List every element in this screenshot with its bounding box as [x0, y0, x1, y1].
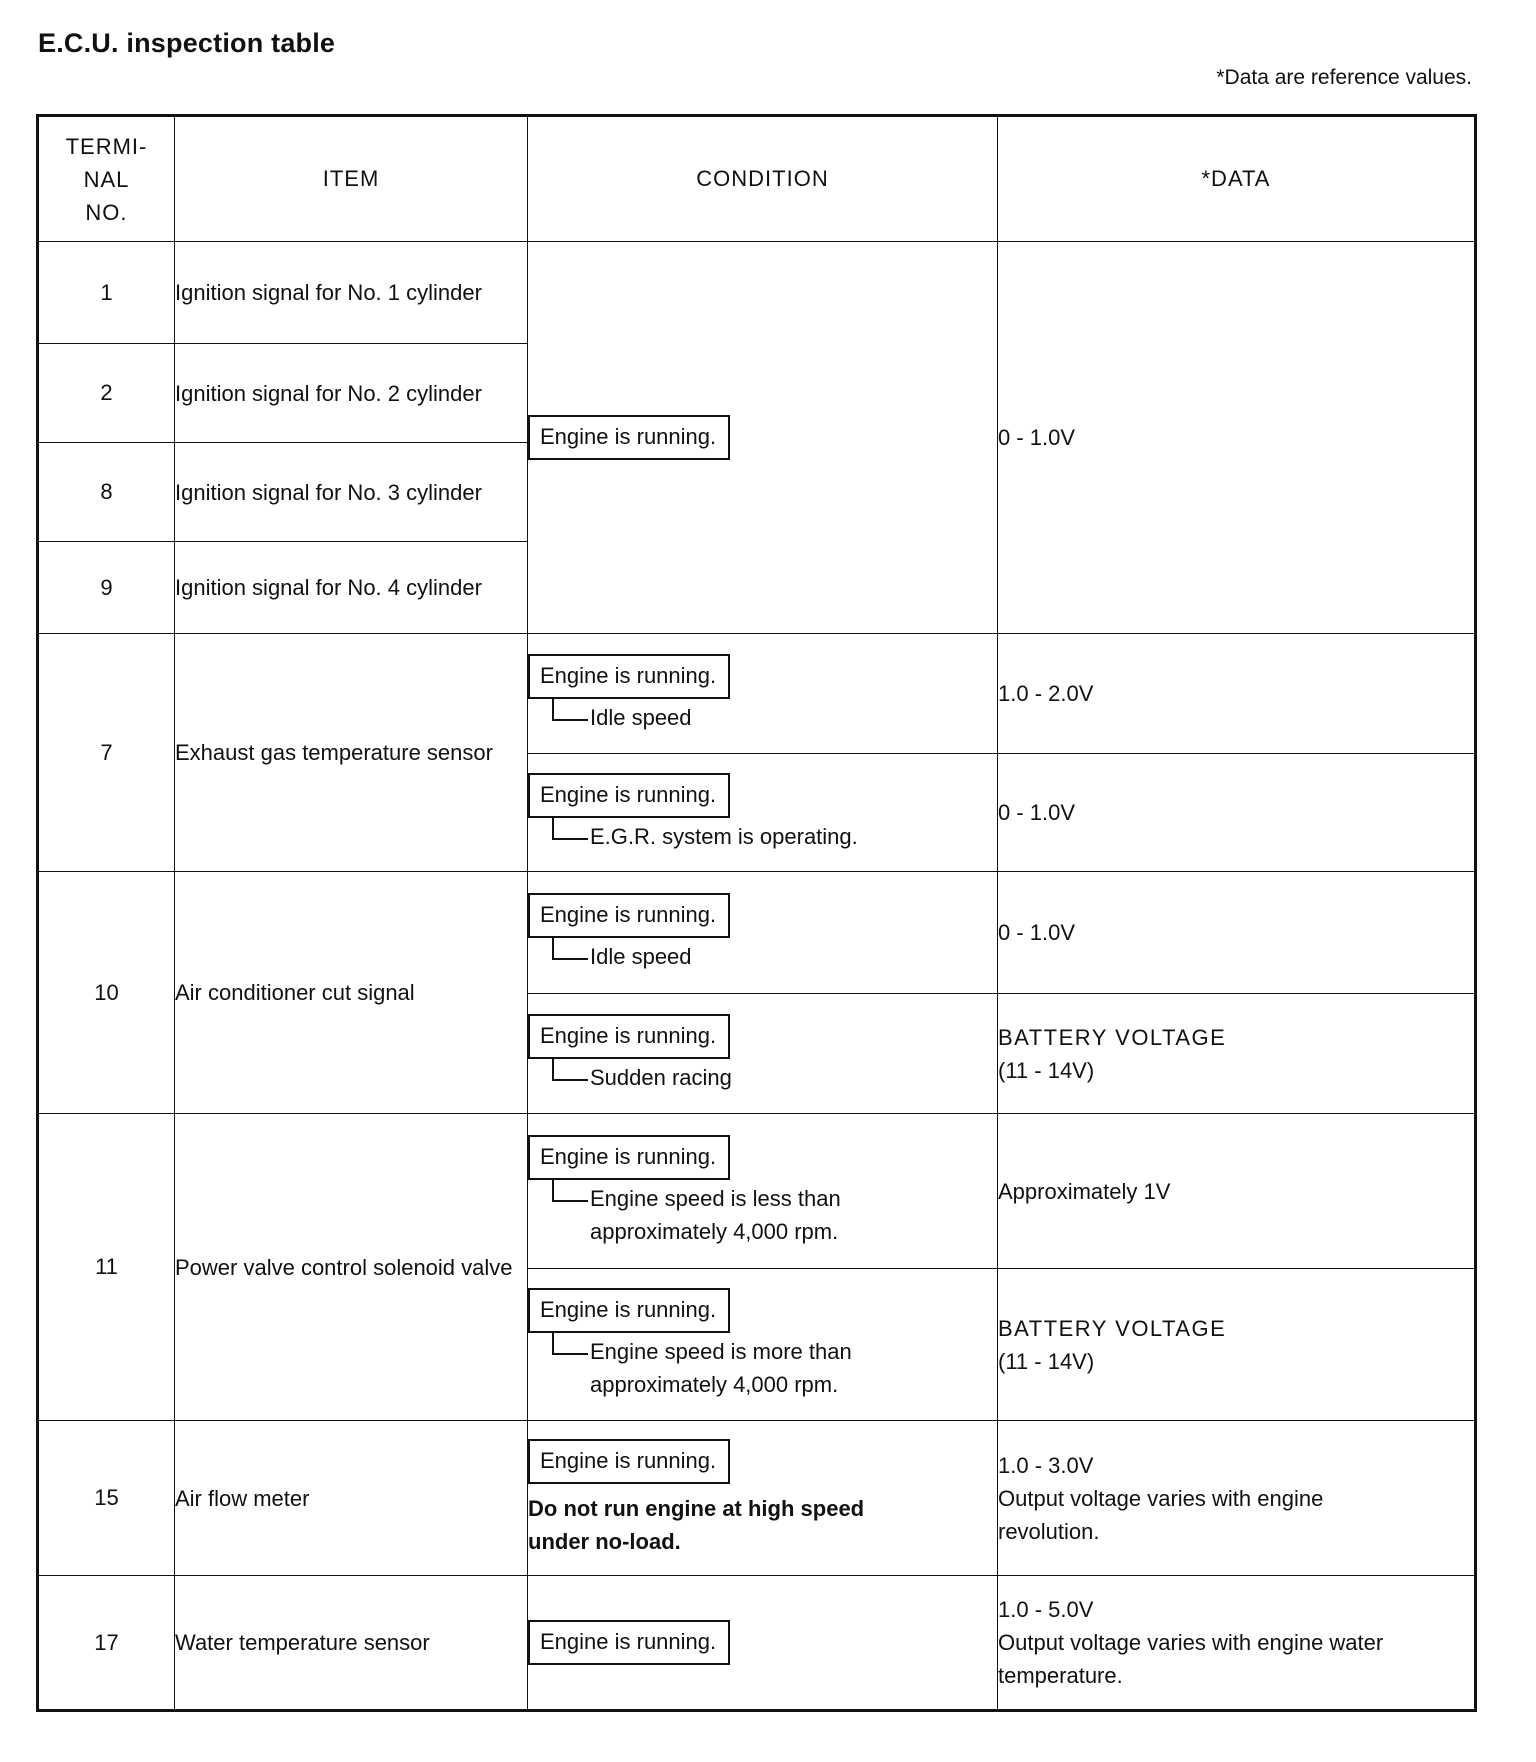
header-condition: CONDITION [528, 116, 998, 242]
data-cell [998, 994, 1476, 1114]
table-row [38, 1421, 1476, 1576]
item-cell: Power valve control solenoid valve [175, 1114, 528, 1421]
data-description: Output voltage varies with engine water temperature. [998, 1630, 1384, 1688]
condition-box: Engine is running. [528, 1439, 730, 1484]
sub-condition: E.G.R. system is operating. [552, 820, 997, 853]
terminal-cell: 10 [38, 872, 175, 1114]
terminal-cell: 9 [38, 542, 175, 634]
data-value: (11 - 14V) [998, 1348, 1095, 1374]
data-value: 1.0 - 5.0V [998, 1597, 1094, 1622]
data-cell: 0 - 1.0V [998, 754, 1476, 872]
header-data: *DATA [998, 116, 1476, 242]
sub-condition: Sudden racing [552, 1061, 997, 1094]
sub-condition: Engine speed is less than approximately 4,000 rpm. [552, 1182, 890, 1248]
sub-condition: Engine speed is more than approximately 4,000 rpm. [552, 1335, 890, 1401]
item-cell: Air conditioner cut signal [175, 872, 528, 1114]
condition-box: Engine is running. [528, 893, 730, 938]
data-value: 1.0 - 3.0V [998, 1452, 1094, 1478]
data-value: Approximately 1V [998, 1178, 1171, 1204]
header-row [38, 116, 1476, 242]
header-terminal-line: NAL [83, 166, 130, 192]
condition-cell [528, 1576, 998, 1711]
table-row [38, 242, 1476, 344]
data-cell [998, 1114, 1476, 1269]
sub-condition: Idle speed [552, 701, 997, 734]
data-description: Output voltage varies with engine revolution. [998, 1485, 1324, 1544]
item-cell: Ignition signal for No. 3 cylinder [175, 443, 528, 542]
header-terminal [38, 116, 175, 242]
terminal-cell: 11 [38, 1114, 175, 1421]
item-cell: Ignition signal for No. 1 cylinder [175, 242, 528, 344]
table-row [38, 872, 1476, 994]
item-cell: Exhaust gas temperature sensor [175, 634, 528, 872]
data-cell: 0 - 1.0V [998, 242, 1476, 634]
terminal-cell: 17 [38, 1576, 175, 1711]
condition-cell [528, 872, 998, 994]
condition-box: Engine is running. [528, 415, 730, 460]
header-terminal-line: TERMI- [65, 133, 148, 159]
data-cell [998, 1269, 1476, 1421]
header-item: ITEM [175, 116, 528, 242]
terminal-cell: 1 [38, 242, 175, 344]
condition-box: Engine is running. [528, 1135, 730, 1180]
data-value: (11 - 14V) [998, 1057, 1095, 1083]
condition-box: Engine is running. [528, 1620, 730, 1665]
condition-cell [528, 242, 998, 634]
reference-note: *Data are reference values. [1216, 66, 1472, 89]
condition-cell [528, 634, 998, 754]
terminal-cell: 15 [38, 1421, 175, 1576]
condition-cell [528, 754, 998, 872]
data-value: 0 - 1.0V [998, 920, 1076, 945]
data-cell [998, 1576, 1476, 1711]
data-value: BATTERY VOLTAGE [998, 1315, 1227, 1341]
data-cell: 1.0 - 2.0V [998, 634, 1476, 754]
terminal-cell: 8 [38, 443, 175, 542]
sub-condition: Idle speed [552, 940, 997, 973]
condition-cell [528, 1114, 998, 1269]
table-row [38, 634, 1476, 754]
condition-box: Engine is running. [528, 773, 730, 818]
condition-cell [528, 1421, 998, 1576]
ecu-inspection-table [36, 114, 1477, 1712]
warning-text: Do not run engine at high speed under no-load. [528, 1495, 865, 1554]
condition-box: Engine is running. [528, 1288, 730, 1333]
item-cell: Ignition signal for No. 4 cylinder [175, 542, 528, 634]
table-row [38, 1576, 1476, 1711]
condition-cell [528, 994, 998, 1114]
condition-box: Engine is running. [528, 654, 730, 699]
condition-cell [528, 1269, 998, 1421]
data-cell [998, 1421, 1476, 1576]
data-value: BATTERY VOLTAGE [998, 1024, 1227, 1050]
terminal-cell: 7 [38, 634, 175, 872]
item-cell: Air flow meter [175, 1421, 528, 1576]
terminal-cell: 2 [38, 344, 175, 443]
item-cell: Water temperature sensor [175, 1576, 528, 1711]
item-cell: Ignition signal for No. 2 cylinder [175, 344, 528, 443]
page-title: E.C.U. inspection table [38, 28, 336, 58]
condition-box: Engine is running. [528, 1014, 730, 1059]
table-row [38, 1114, 1476, 1269]
data-cell [998, 872, 1476, 994]
header-terminal-line: NO. [85, 199, 128, 225]
